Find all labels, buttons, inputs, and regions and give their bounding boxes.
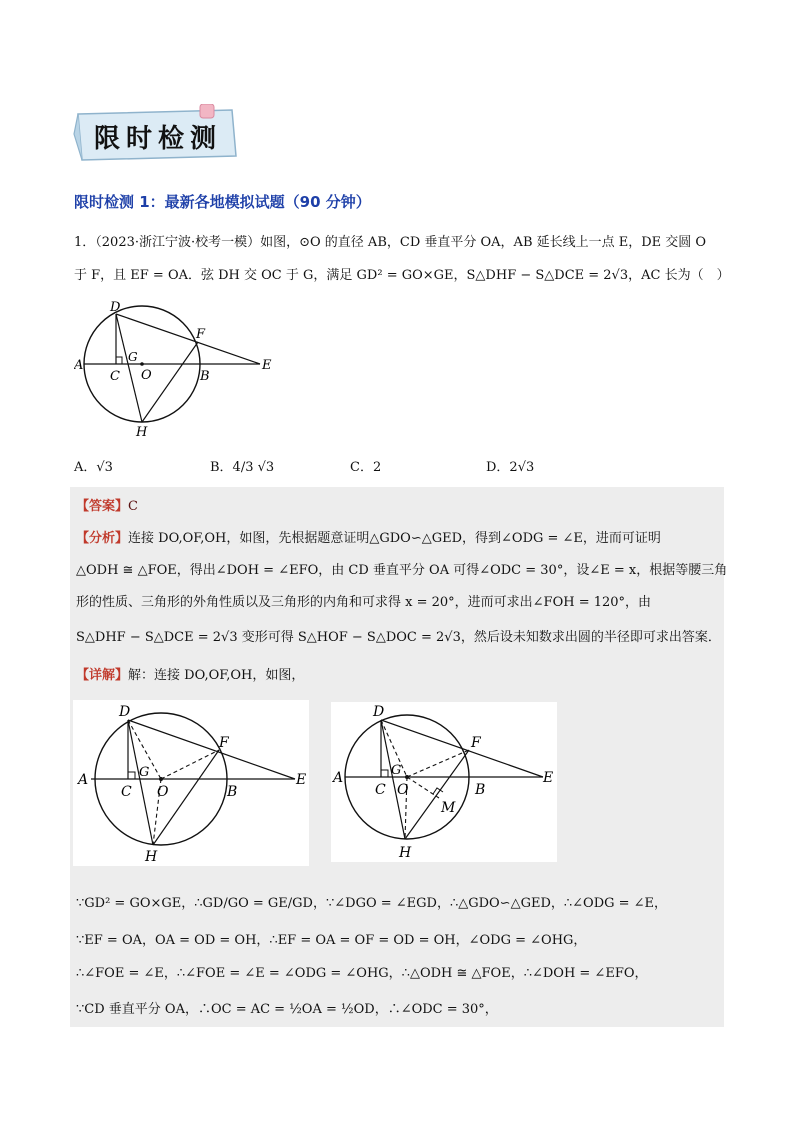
svg-text:F: F	[471, 735, 481, 751]
svg-text:B: B	[475, 782, 486, 798]
svg-text:F: F	[219, 735, 229, 751]
svg-text:O: O	[157, 784, 169, 800]
svg-text:D: D	[373, 704, 385, 720]
label-C: C	[110, 369, 120, 384]
analysis-line-4: S△DHF − S△DCE = 2√3 变形可得 S△HOF − S△DOC = 2√3，然后设未知数求出圆的半径即可求出答案．	[76, 630, 721, 645]
answer-value: C	[128, 499, 138, 514]
detail-figure-2	[331, 702, 557, 862]
svg-text:D: D	[119, 704, 131, 720]
label-O: O	[141, 368, 152, 383]
analysis-line-3: 形的性质、三角形的外角性质以及三角形的内角和可求得 x = 20°，进而可求出∠FOH = 120°，由	[76, 595, 652, 610]
svg-text:G: G	[391, 763, 402, 778]
label-D: D	[110, 300, 121, 315]
detail-figure-1	[73, 700, 309, 866]
section-title: 限时检测 1：最新各地模拟试题（90 分钟）	[74, 193, 371, 211]
label-E: E	[262, 358, 272, 373]
question-line-1: 1．（2023·浙江宁波·校考一模）如图，⊙O 的直径 AB，CD 垂直平分 OA，AB 延长线上一点 E，DE 交圆 O	[74, 235, 707, 250]
label-G: G	[128, 350, 138, 364]
label-A: A	[74, 358, 84, 373]
question-line-2: 于 F，且 EF = OA．弦 DH 交 OC 于 G，满足 GD² = GO×GE，S△DHF − S△DCE = 2√3，AC 长为（ ）	[74, 268, 730, 283]
option-c: C．2	[350, 460, 382, 475]
question-figure	[74, 300, 284, 442]
analysis-line-1: 【分析】连接 DO,OF,OH，如图，先根据题意证明△GDO∽△GED，得到∠ODG = ∠E，进而可证明	[76, 531, 661, 546]
step-line-4: ∵CD 垂直平分 OA，∴OC = AC = ½OA = ½OD，∴∠ODC = 30°，	[76, 1002, 498, 1017]
svg-text:E: E	[296, 772, 307, 788]
svg-text:H: H	[145, 849, 158, 865]
step-line-3: ∴∠FOE = ∠E，∴∠FOE = ∠E = ∠ODG = ∠OHG，∴△ODH ≅ △FOE，∴∠DOH = ∠EFO，	[76, 966, 648, 981]
analysis-line-2: △ODH ≅ △FOE，得出∠DOH = ∠EFO，由 CD 垂直平分 OA 可得∠ODC = 30°，设∠E = x，根据等腰三角	[76, 563, 728, 578]
svg-text:H: H	[399, 845, 412, 861]
step-line-1: ∵GD² = GO×GE，∴GD/GO = GE/GD，∵∠DGO = ∠EGD，∴△GDO∽△GED，∴∠ODG = ∠E，	[76, 896, 668, 911]
svg-text:B: B	[227, 784, 238, 800]
svg-text:A: A	[333, 770, 344, 786]
svg-text:M: M	[441, 800, 456, 816]
option-d: D．2√3	[486, 460, 535, 475]
detail-label: 【详解】	[76, 668, 129, 683]
option-b: B．4/3 √3	[210, 460, 275, 475]
label-B: B	[200, 369, 210, 384]
answer-label: 【答案】	[76, 499, 129, 514]
label-H: H	[136, 425, 148, 440]
svg-text:O: O	[397, 782, 409, 798]
label-F: F	[196, 327, 206, 342]
answer-line	[76, 495, 138, 514]
svg-text:A: A	[78, 772, 89, 788]
banner-title: 限时检测	[94, 124, 223, 154]
svg-text:C: C	[375, 782, 386, 798]
svg-text:C: C	[121, 784, 132, 800]
option-a: A．√3	[74, 460, 113, 475]
analysis-label: 【分析】	[76, 531, 129, 546]
svg-text:G: G	[139, 765, 150, 780]
svg-text:E: E	[543, 770, 554, 786]
step-line-2: ∵EF = OA，OA = OD = OH，∴EF = OA = OF = OD = OH，∠ODG = ∠OHG，	[76, 933, 587, 948]
detail-line: 【详解】解：连接 DO,OF,OH，如图，	[76, 668, 305, 683]
